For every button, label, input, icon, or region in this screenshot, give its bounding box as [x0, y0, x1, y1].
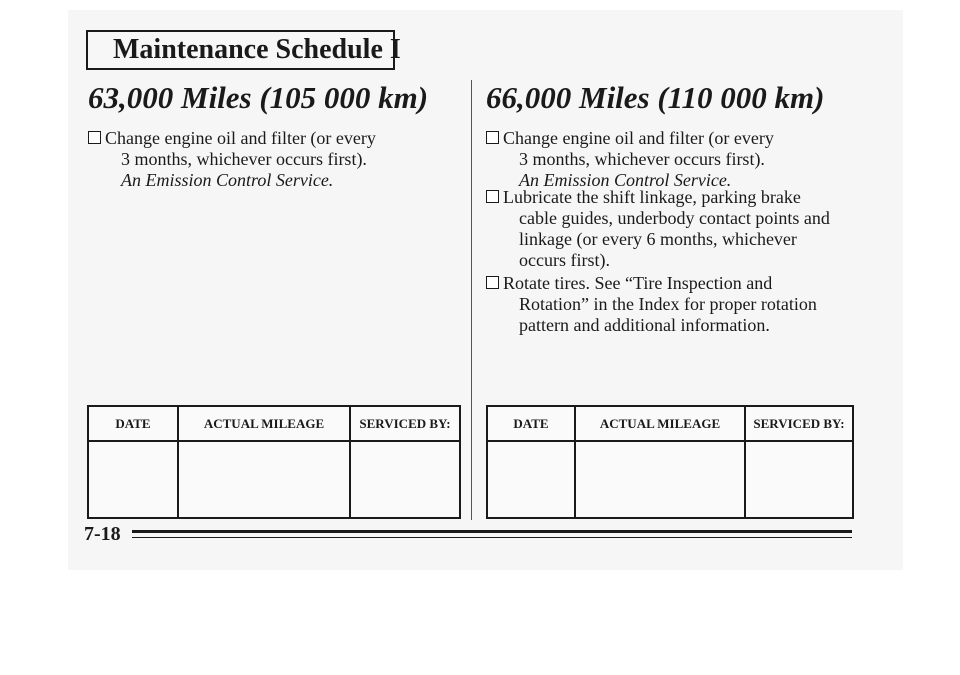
- checkbox[interactable]: [486, 276, 499, 289]
- col-header-serviced-by: SERVICED BY:: [350, 406, 460, 441]
- item-text-line: Lubricate the shift linkage, parking brake: [503, 187, 801, 207]
- checkbox[interactable]: [486, 131, 499, 144]
- checkbox[interactable]: [88, 131, 101, 144]
- item-text-line: Rotate tires. See “Tire Inspection and: [503, 273, 773, 293]
- item-text-line: linkage (or every 6 months, whichever: [519, 229, 797, 249]
- page-number: 7-18: [84, 523, 121, 545]
- col-header-actual-mileage: ACTUAL MILEAGE: [575, 406, 745, 441]
- serviced-by-entry-cell[interactable]: [745, 441, 853, 518]
- item-text-line: occurs first).: [519, 250, 610, 270]
- date-entry-cell[interactable]: [487, 441, 575, 518]
- footer-rule-top: [132, 530, 852, 533]
- col-header-actual-mileage: ACTUAL MILEAGE: [178, 406, 350, 441]
- item-note: An Emission Control Service.: [121, 170, 334, 190]
- section-header-title: Maintenance Schedule I: [113, 34, 401, 65]
- right-service-log-table: [486, 405, 854, 519]
- item-text-line: Change engine oil and filter (or every: [105, 128, 376, 148]
- col-header-serviced-by: SERVICED BY:: [745, 406, 853, 441]
- item-note: An Emission Control Service.: [519, 170, 732, 190]
- checkbox[interactable]: [486, 190, 499, 203]
- item-text-line: 3 months, whichever occurs first).: [121, 149, 367, 169]
- right-mileage-heading: 66,000 Miles (110 000 km): [486, 80, 825, 115]
- serviced-by-entry-cell[interactable]: [350, 441, 460, 518]
- column-divider: [471, 80, 472, 520]
- item-text-line: cable guides, underbody contact points and: [519, 208, 830, 228]
- left-mileage-heading: 63,000 Miles (105 000 km): [88, 80, 429, 115]
- col-header-date: DATE: [88, 406, 178, 441]
- item-text-line: 3 months, whichever occurs first).: [519, 149, 765, 169]
- item-text-line: Rotation” in the Index for proper rotation: [519, 294, 817, 314]
- item-text-line: Change engine oil and filter (or every: [503, 128, 774, 148]
- mileage-entry-cell[interactable]: [575, 441, 745, 518]
- footer-rule-bottom: [132, 537, 852, 538]
- mileage-entry-cell[interactable]: [178, 441, 350, 518]
- date-entry-cell[interactable]: [88, 441, 178, 518]
- left-service-log-table: [87, 405, 461, 519]
- col-header-date: DATE: [487, 406, 575, 441]
- item-text-line: pattern and additional information.: [519, 315, 770, 335]
- section-header-box: [86, 30, 401, 70]
